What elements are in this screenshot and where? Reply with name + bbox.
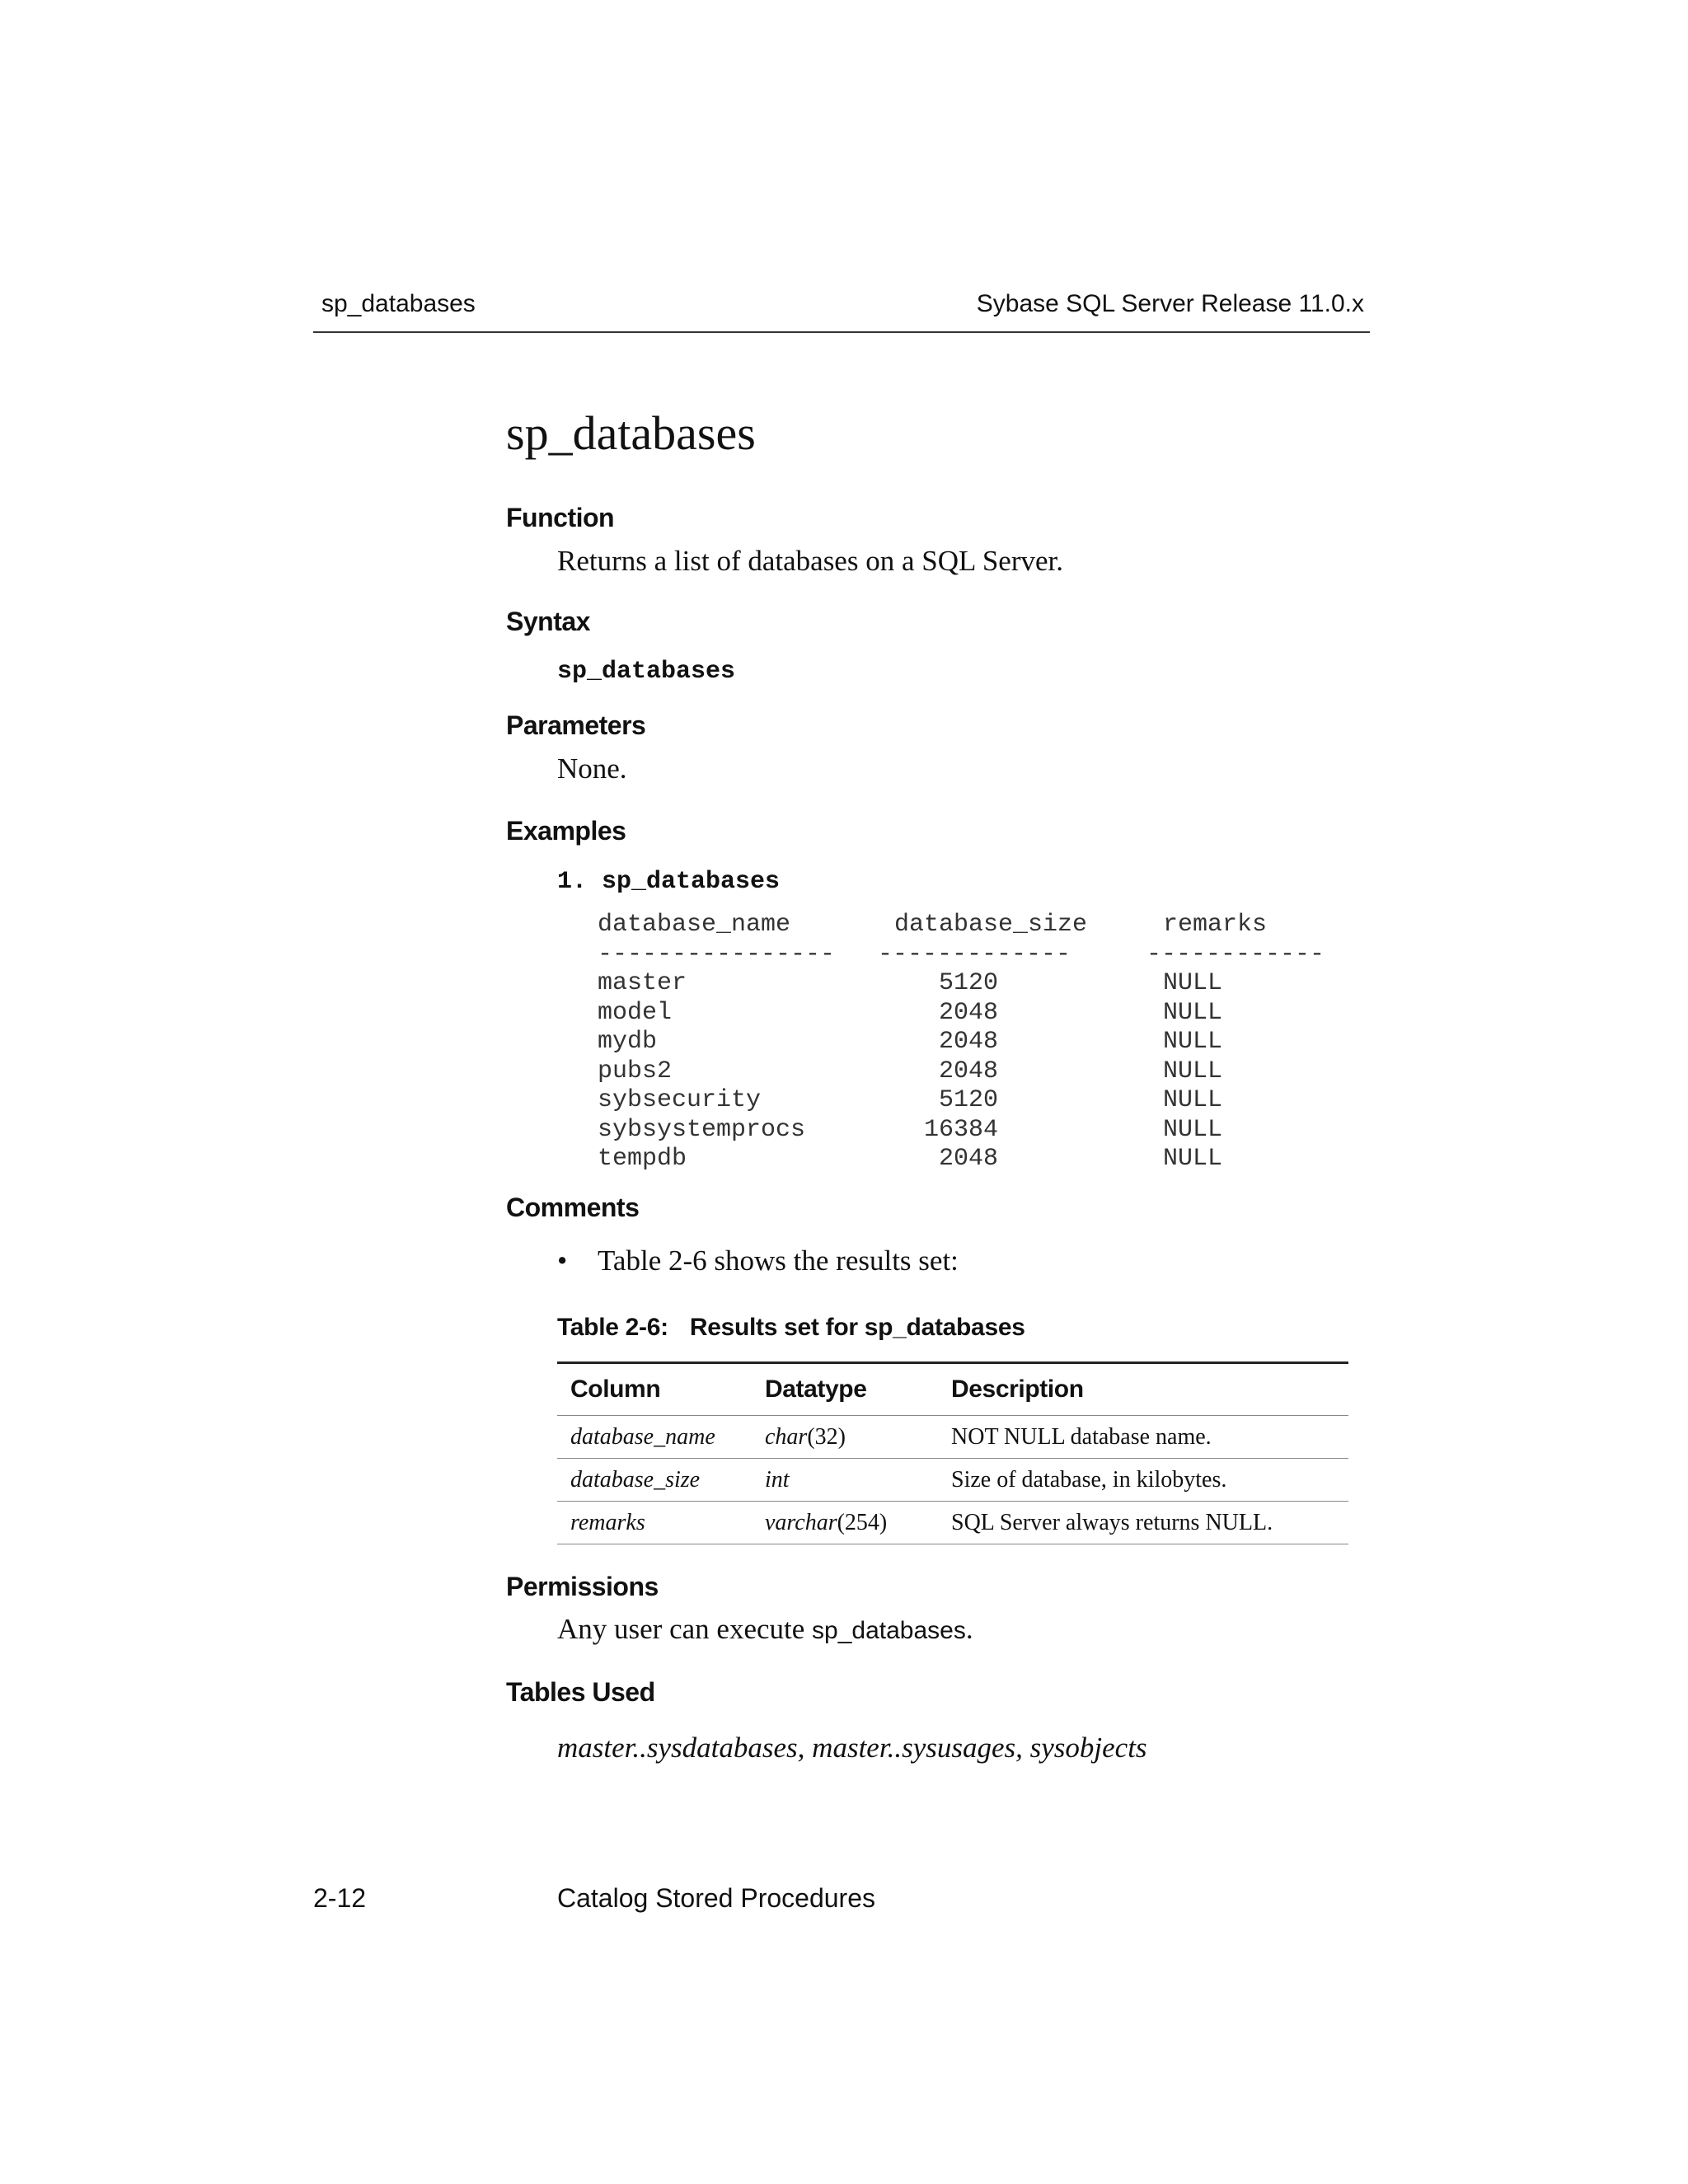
datatype-suffix: (254) <box>837 1509 888 1535</box>
output-cell: model <box>598 998 673 1027</box>
output-cell: 2048 <box>938 1028 998 1056</box>
function-heading: Function <box>506 503 615 532</box>
syntax-heading: Syntax <box>506 607 590 636</box>
example-label: 1. sp_databases <box>557 868 781 896</box>
permissions-heading: Permissions <box>506 1572 659 1601</box>
output-row <box>598 1086 1223 1116</box>
output-cell: pubs2 <box>598 1057 673 1085</box>
table-header-row <box>557 1363 1348 1416</box>
datatype-cell <box>752 1502 938 1544</box>
output-cell: master <box>598 969 687 997</box>
datatype-suffix: (32) <box>807 1423 846 1450</box>
bullet: • <box>557 1244 568 1277</box>
examples-heading: Examples <box>506 816 626 846</box>
output-header: database_name <box>598 911 791 939</box>
datatype-cell <box>752 1416 938 1459</box>
permissions-text-after: . <box>965 1613 973 1645</box>
table-caption-number: Table 2-6: <box>557 1314 668 1341</box>
tables-used-heading: Tables Used <box>506 1677 655 1707</box>
column-name-cell: remarks <box>570 1509 645 1535</box>
comments-heading: Comments <box>506 1193 640 1222</box>
output-header: remarks <box>1163 911 1268 939</box>
page-title: sp_databases <box>506 406 756 460</box>
column-name-cell: database_name <box>570 1423 715 1450</box>
output-cell: 5120 <box>938 969 998 997</box>
output-row <box>598 998 1223 1029</box>
output-cell: NULL <box>1163 1028 1223 1056</box>
syntax-code: sp_databases <box>557 658 736 686</box>
results-table <box>557 1361 1348 1544</box>
column-name-cell: database_size <box>570 1466 701 1493</box>
column-header: Description <box>951 1376 1084 1403</box>
output-header-row <box>598 911 1268 940</box>
output-cell: 2048 <box>938 1057 998 1085</box>
footer-page-number: 2-12 <box>313 1883 367 1913</box>
comments-text: Table 2-6 shows the results set: <box>598 1244 959 1277</box>
output-cell: sybsecurity <box>598 1086 762 1114</box>
output-cell: 2048 <box>938 998 998 1027</box>
output-cell: NULL <box>1163 1057 1223 1085</box>
output-cell: 16384 <box>923 1115 998 1144</box>
description-cell: SQL Server always returns NULL. <box>951 1509 1273 1535</box>
output-separator: ------------- <box>878 940 1071 968</box>
running-header-right: Sybase SQL Server Release 11.0.x <box>976 290 1364 317</box>
permissions-text-before: Any user can execute <box>557 1613 813 1645</box>
output-row <box>598 969 1223 999</box>
header-rule <box>313 331 1370 333</box>
output-separator-row <box>598 940 1325 970</box>
example-output <box>598 911 1325 1174</box>
table-row <box>557 1502 1348 1544</box>
output-separator: ------------ <box>1146 940 1325 968</box>
column-header: Datatype <box>765 1376 867 1403</box>
permissions-proc-name: sp_databases <box>812 1617 966 1644</box>
table-row <box>557 1459 1348 1502</box>
column-header: Column <box>570 1376 661 1403</box>
output-row <box>598 1028 1223 1057</box>
datatype-name: char <box>765 1423 808 1450</box>
description-cell: NOT NULL database name. <box>951 1423 1212 1450</box>
permissions-text <box>557 1613 973 1646</box>
output-separator: ---------------- <box>598 940 836 968</box>
output-row <box>598 1115 1223 1146</box>
output-cell: NULL <box>1163 1086 1223 1114</box>
table-caption <box>557 1314 1025 1342</box>
output-row <box>598 1145 1223 1174</box>
output-cell: sybsystemprocs <box>598 1115 806 1144</box>
output-cell: NULL <box>1163 969 1223 997</box>
table-caption-title: Results set for sp_databases <box>689 1314 1025 1341</box>
description-cell: Size of database, in kilobytes. <box>951 1466 1227 1493</box>
datatype-name: varchar <box>765 1509 837 1535</box>
datatype-name: int <box>765 1466 790 1493</box>
output-cell: mydb <box>598 1028 658 1056</box>
table-row <box>557 1416 1348 1459</box>
parameters-text: None. <box>557 752 627 785</box>
output-cell: tempdb <box>598 1145 687 1173</box>
datatype-cell <box>752 1459 938 1502</box>
output-cell: NULL <box>1163 998 1223 1027</box>
footer-chapter-title: Catalog Stored Procedures <box>557 1883 875 1913</box>
output-header: database_size <box>894 911 1088 939</box>
running-header-left: sp_databases <box>321 290 476 317</box>
output-row <box>598 1057 1223 1087</box>
output-cell: NULL <box>1163 1115 1223 1144</box>
function-text: Returns a list of databases on a SQL Server. <box>557 545 1063 577</box>
output-cell: 5120 <box>938 1086 998 1114</box>
output-cell: NULL <box>1163 1145 1223 1173</box>
tables-used-text: master..sysdatabases, master..sysusages, sysobjects <box>557 1732 1147 1764</box>
parameters-heading: Parameters <box>506 710 646 740</box>
output-cell: 2048 <box>938 1145 998 1173</box>
